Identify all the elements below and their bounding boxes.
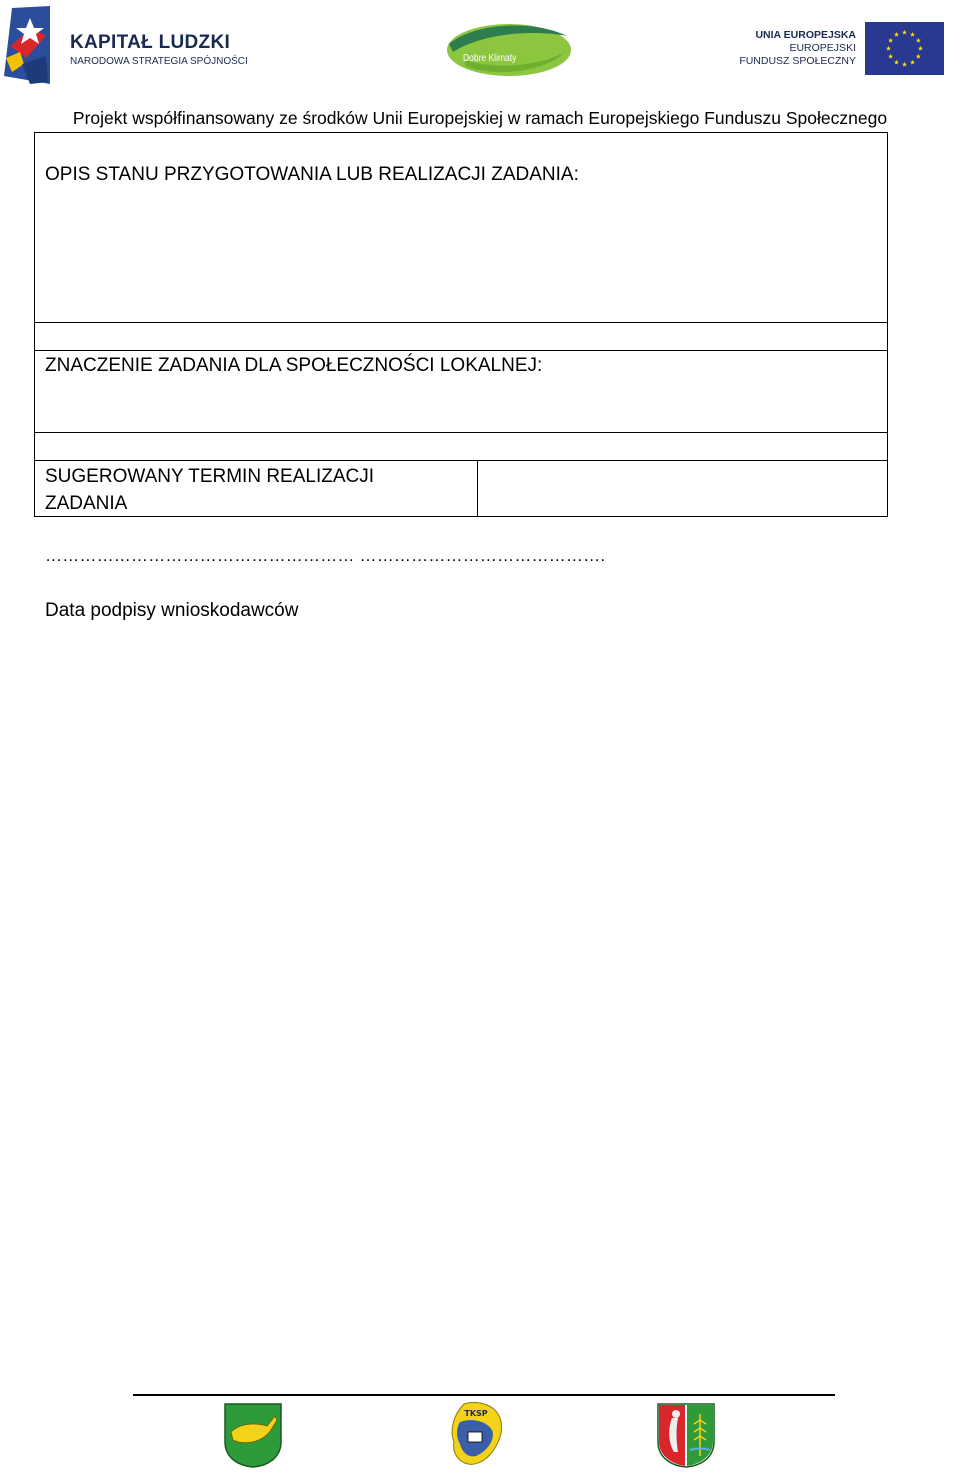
eu-line2: EUROPEJSKI xyxy=(789,42,856,54)
dobre-klimaty-logo-icon xyxy=(445,22,573,78)
footer-divider xyxy=(133,1394,835,1396)
suggested-deadline-field[interactable] xyxy=(478,461,887,516)
crest-angel-icon xyxy=(656,1402,716,1468)
signature-dotted-line: ……………………………………………… ……………………………………. xyxy=(45,546,606,565)
task-status-label: OPIS STANU PRZYGOTOWANIA LUB REALIZACJI ZADANIA: xyxy=(45,164,579,185)
crest-tksp-icon xyxy=(446,1402,506,1468)
cofinancing-statement: Projekt współfinansowany ze środków Unii Europejskiej w ramach Europejskiego Funduszu Społecznego xyxy=(72,108,888,128)
suggested-deadline-label-line2: ZADANIA xyxy=(45,493,128,514)
form-table xyxy=(34,132,888,517)
suggested-deadline-label-line1: SUGEROWANY TERMIN REALIZACJI xyxy=(45,466,375,487)
crest-tksp-text: TKSP xyxy=(464,1409,488,1418)
eu-line3: FUNDUSZ SPOŁECZNY xyxy=(739,55,856,67)
dobre-klimaty-label: Dobre Klimaty xyxy=(463,53,517,64)
eu-flag-icon xyxy=(865,22,944,75)
crest-plough-icon xyxy=(223,1402,283,1468)
kapital-ludzki-subtitle: NARODOWA STRATEGIA SPÓJNOŚCI xyxy=(70,56,248,67)
local-significance-label: ZNACZENIE ZADANIA DLA SPOŁECZNOŚCI LOKALNEJ: xyxy=(45,355,543,376)
suggested-deadline-label xyxy=(45,463,374,517)
signature-caption: Data podpisy wnioskodawców xyxy=(45,600,299,621)
eu-line1: UNIA EUROPEJSKA xyxy=(755,29,856,41)
kapital-ludzki-title: KAPITAŁ LUDZKI xyxy=(70,32,231,53)
eu-text-block xyxy=(739,29,856,68)
